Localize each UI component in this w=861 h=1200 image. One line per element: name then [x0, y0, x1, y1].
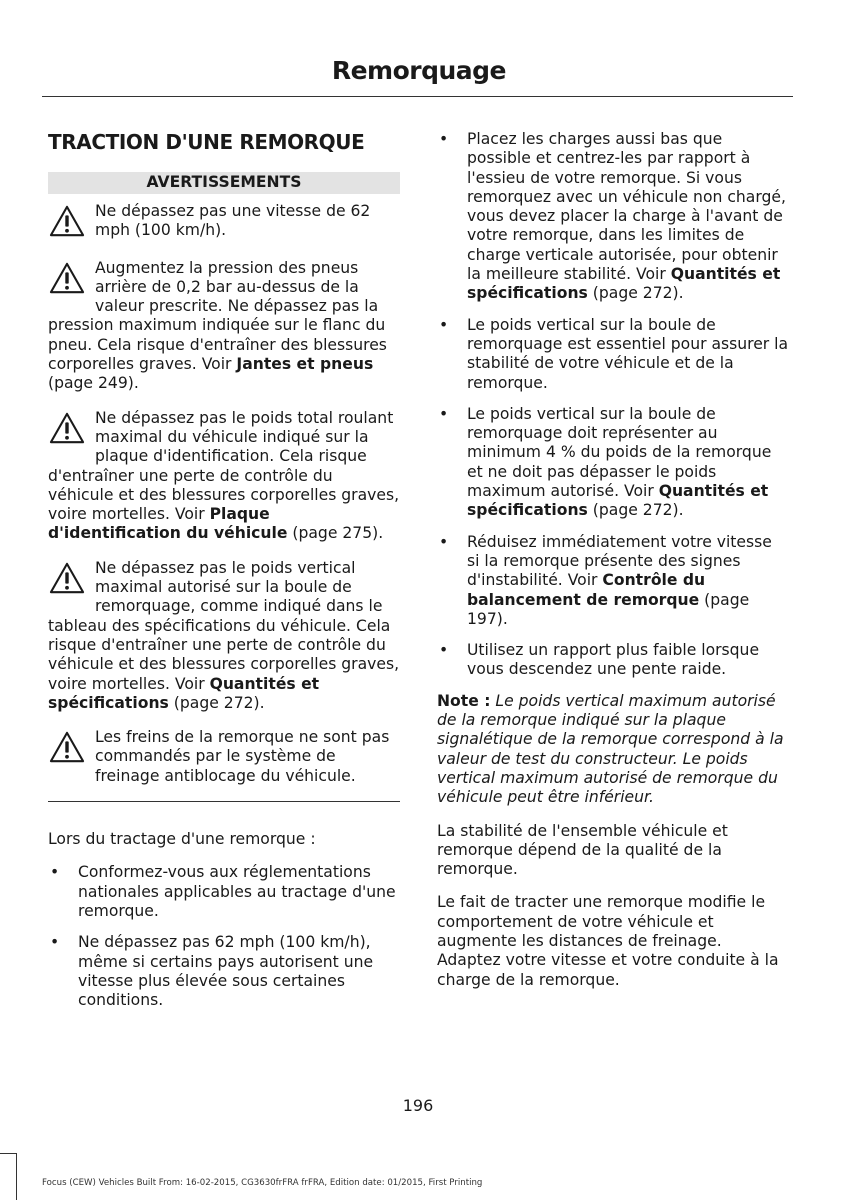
- list-item-text: Utilisez un rapport plus faible lorsque vous descendez une pente raide.: [467, 641, 760, 679]
- list-item: [437, 533, 789, 629]
- warning-text: Augmentez la pression des pneus arrière de 0,2 bar au-dessus de la valeur prescrite. Ne dépassez pas la pression maximum indiquée sur le flanc du pneu. Cela risque d'entraîner des blessures corporelles graves. Voir: [48, 258, 387, 374]
- list-item-text: Réduisez immédiatement votre vitesse si la remorque présente des signes d'instabilité. Voir: [467, 532, 772, 590]
- list-item: [437, 130, 789, 304]
- right-bullet-list: [437, 130, 789, 680]
- note-text: Le poids vertical maximum autorisé de la remorque indiqué sur la plaque signalétique de la remorque correspond à la valeur de test du constructeur. Le poids vertical maximum autorisé de remorque du véhicule peut être inférieur.: [437, 691, 784, 807]
- warning-item: [48, 559, 400, 713]
- warning-text: Ne dépassez pas le poids total roulant maximal du véhicule indiqué sur la plaque d'identification. Cela risque d'entraîner une perte de contrôle du véhicule et des blessures corporelles graves, voire mortelles. Voir: [48, 408, 400, 524]
- cross-reference-link: Contrôle du balancement de remorque: [467, 571, 706, 609]
- page-reference: (page 272).: [587, 501, 684, 520]
- right-paragraphs: [437, 822, 789, 990]
- list-item-text: Placez les charges aussi bas que possible et centrez-les par rapport à l'essieu de votre remorque. Si vous remorquez avec un véhicule non chargé, vous devez placer la charge à l'avant de votre remorque, dans les limites de charge verticale autorisée, pour obtenir la meilleure stabilité. Voir: [467, 130, 786, 284]
- list-item-text: Conformez-vous aux réglementations nationales applicables au tractage d'une remorque.: [78, 863, 396, 920]
- cross-reference-link: Quantités et spécifications: [467, 265, 781, 303]
- bullet-marker: •: [439, 641, 449, 660]
- page-reference: (page 197).: [467, 590, 750, 628]
- towing-intro: Lors du tractage d'une remorque :: [48, 830, 316, 849]
- warning-item: [48, 728, 400, 786]
- warnings-title: AVERTISSEMENTS: [48, 172, 400, 193]
- page-reference: (page 272).: [168, 693, 265, 712]
- footer-text: Focus (CEW) Vehicles Built From: 16-02-2015, CG3630frFRA frFRA, Edition date: 01/2015, First Printing: [42, 1178, 483, 1188]
- crop-mark-vertical: [16, 1153, 17, 1200]
- section-heading: TRACTION D'UNE REMORQUE: [48, 130, 365, 154]
- warning-triangle-icon: [48, 259, 88, 301]
- list-item: [48, 933, 400, 1010]
- page-reference: (page 275).: [287, 524, 384, 543]
- list-item: [437, 316, 789, 393]
- warning-item: [48, 409, 400, 544]
- note-label: Note :: [437, 691, 491, 710]
- list-item-text: Le poids vertical sur la boule de remorquage est essentiel pour assurer la stabilité de votre véhicule et de la remorque.: [467, 315, 789, 392]
- page-number: 196: [402, 1096, 434, 1115]
- warnings-list: [48, 202, 400, 786]
- page-title: Remorquage: [331, 56, 506, 85]
- bullet-marker: •: [439, 315, 449, 334]
- header-divider: [42, 96, 793, 97]
- list-item-text: Le poids vertical sur la boule de remorquage doit représenter au minimum 4 % du poids de la remorque et ne doit pas dépasser le poids maximum autorisé. Voir: [467, 404, 772, 501]
- cross-reference-link: Plaque d'identification du véhicule: [48, 505, 288, 543]
- warning-triangle-icon: [48, 202, 88, 244]
- left-bullet-list: [48, 863, 400, 1010]
- body-paragraph: La stabilité de l'ensemble véhicule et remorque dépend de la qualité de la remorque.: [437, 821, 728, 879]
- note-paragraph: [437, 692, 789, 808]
- right-column: [437, 130, 789, 1004]
- crop-mark-horizontal: [0, 1153, 16, 1154]
- warning-text: Ne dépassez pas une vitesse de 62 mph (100 km/h).: [95, 201, 371, 239]
- warning-text: Les freins de la remorque ne sont pas commandés par le système de freinage antiblocage du véhicule.: [95, 728, 390, 785]
- warning-triangle-icon: [48, 559, 88, 601]
- bullet-marker: •: [50, 863, 60, 882]
- page-reference: (page 249).: [48, 374, 139, 393]
- warning-triangle-icon: [48, 728, 88, 770]
- warning-triangle-icon: [48, 409, 88, 451]
- bullet-marker: •: [439, 404, 449, 423]
- list-item: [437, 405, 789, 521]
- list-item: [437, 641, 789, 680]
- bullet-marker: •: [50, 933, 60, 952]
- warning-text: Ne dépassez pas le poids vertical maximal autorisé sur la boule de remorquage, comme indiqué dans le tableau des spécifications du véhicule. Cela risque d'entraîner une perte de contrôle du véhicule et des blessures corporelles graves, voire mortelles. Voir: [48, 558, 400, 693]
- bullet-marker: •: [439, 130, 449, 148]
- bullet-marker: •: [439, 532, 449, 551]
- warnings-divider: [48, 801, 400, 802]
- warning-item: [48, 259, 400, 394]
- page-reference: (page 272).: [587, 284, 684, 303]
- cross-reference-link: Jantes et pneus: [236, 355, 374, 374]
- left-column: [48, 130, 400, 1022]
- list-item: [48, 863, 400, 921]
- body-paragraph: Le fait de tracter une remorque modifie le comportement de votre véhicule et augmente les distances de freinage. Adaptez votre vitesse et votre conduite à la charge de la remorque.: [437, 893, 779, 989]
- cross-reference-link: Quantités et spécifications: [48, 674, 320, 712]
- cross-reference-link: Quantités et spécifications: [467, 482, 769, 520]
- warning-item: [48, 202, 400, 244]
- list-item-text: Ne dépassez pas 62 mph (100 km/h), même si certains pays autorisent une vitesse plus élevée sous certaines conditions.: [78, 933, 374, 1010]
